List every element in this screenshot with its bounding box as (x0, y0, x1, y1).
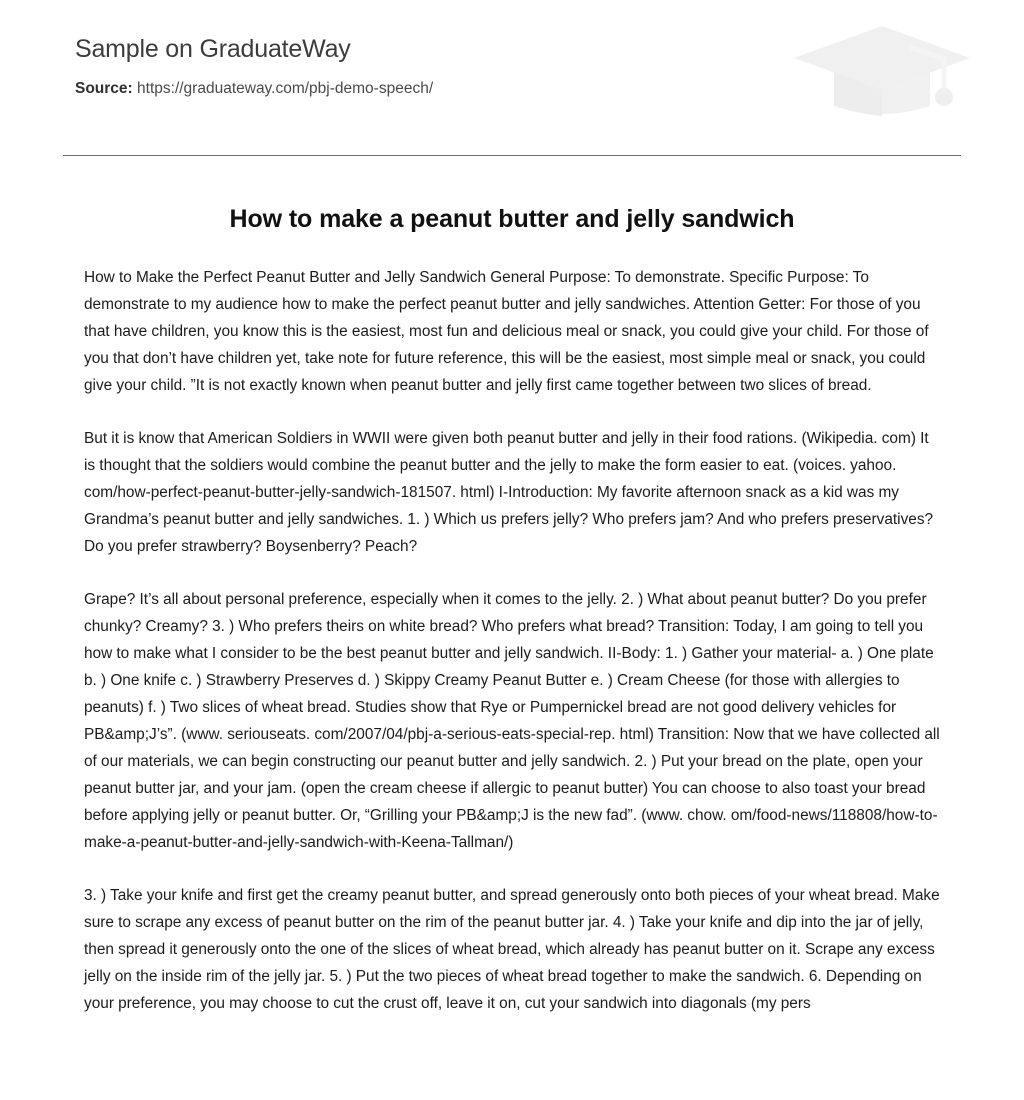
header-divider (63, 155, 961, 156)
paragraph: Grape? It’s all about personal preference, especially when it comes to the jelly. 2. ) What about peanut butter? Do you prefer chunky? Creamy? 3. ) Who prefers theirs on white bread? Who prefers what bread? Transition: Today, I am going to tell you how to make what I consider to be the best peanut butter and jelly sandwich. II-Body: 1. ) Gather your material- a. ) One plate b. ) One knife c. ) Strawberry Preserves d. ) Skippy Creamy Peanut Butter e. ) Cream Cheese (for those with allergies to peanuts) f. ) Two slices of wheat bread. Studies show that Rye or Pumpernickel bread are not good delivery vehicles for PB&amp;J’s”. (www. seriouseats. com/2007/04/pbj-a-serious-eats-special-rep. html) Transition: Now that we have collected all of our materials, we can begin constructing our peanut butter and jelly sandwich. 2. ) Put your bread on the plate, open your peanut butter jar, and your jam. (open the cream cheese if allergic to peanut butter) You can choose to also toast your bread before applying jelly or peanut butter. Or, “Grilling your PB&amp;J is the new fad”. (www. chow. om/food-news/118808/how-to-make-a-peanut-butter-and-jelly-sandwich-with-Keena-Tallman/) (84, 591, 940, 851)
source-line (75, 79, 961, 99)
page-title: How to make a peanut butter and jelly sandwich (229, 205, 795, 233)
article-body (84, 264, 942, 1017)
paragraph: But it is know that American Soldiers in WWII were given both peanut butter and jelly in their food rations. (Wikipedia. com) It is thought that the soldiers would combine the peanut butter and the jelly to make the form easier to eat. (voices. yahoo. com/how-perfect-peanut-butter-jelly-sandwich-181507. html) I-Introduction: My favorite afternoon snack as a kid was my Grandma’s peanut butter and jelly sandwiches. 1. ) Which us prefers jelly? Who prefers jam? And who prefers preservatives? Do you prefer strawberry? Boysenberry? Peach? (84, 430, 934, 555)
paragraph: 3. ) Take your knife and first get the creamy peanut butter, and spread generously onto both pieces of your wheat bread. Make sure to scrape any excess of peanut butter on the rim of the peanut butter jar. 4. ) Take your knife and dip into the jar of jelly, then spread it generously onto the one of the slices of wheat bread, which already has peanut butter on it. Scrape any excess jelly on the inside rim of the jelly jar. 5. ) Put the two pieces of wheat bread together to make the sandwich. 6. Depending on your preference, you may choose to cut the crust off, leave it on, cut your sandwich into diagonals (my pers (84, 887, 940, 1012)
page-header (0, 0, 1024, 120)
source-label: Source: (75, 80, 133, 97)
paragraph: How to Make the Perfect Peanut Butter and Jelly Sandwich General Purpose: To demonstrate. Specific Purpose: To demonstrate to my audience how to make the perfect peanut butter and jelly sandwiches. Attention Getter: For those of you that have children, you know this is the easiest, most fun and delicious meal or snack, you could give your child. For those of you that don’t have children yet, take note for future reference, this will be the easiest, most simple meal or snack, you could give your child. ”It is not exactly known when peanut butter and jelly first came together between two slices of bread. (84, 269, 929, 394)
source-url[interactable]: https://graduateway.com/pbj-demo-speech/ (137, 80, 434, 97)
site-title: Sample on GraduateWay (75, 35, 351, 63)
